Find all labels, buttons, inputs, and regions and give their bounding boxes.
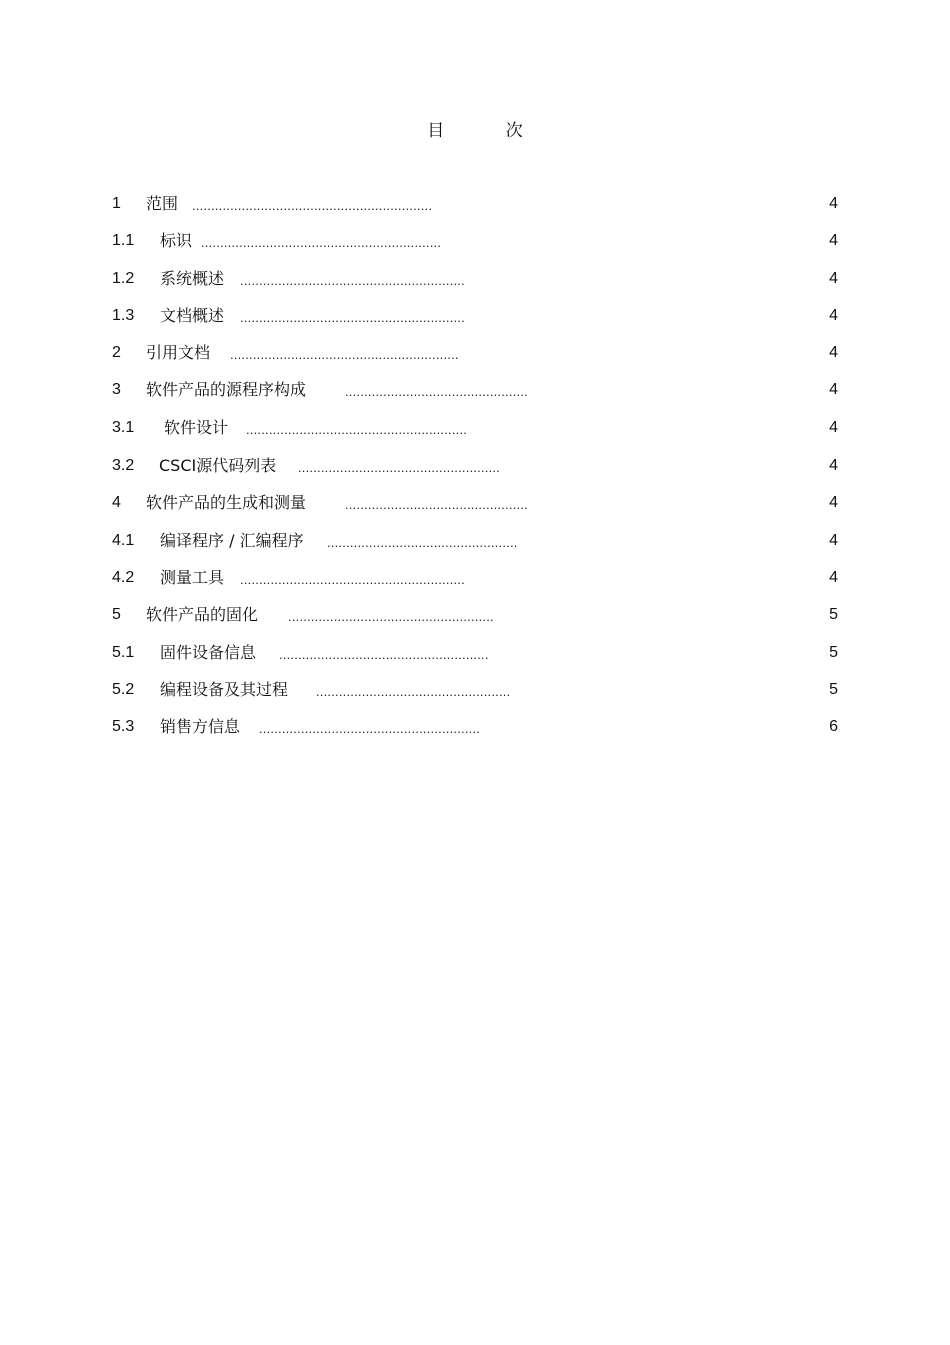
toc-dot-leader: ...................................................: [316, 684, 511, 699]
toc-entry-label: 测量工具: [160, 568, 225, 587]
toc-entry-number: 3: [112, 381, 121, 398]
toc-entry-page: 6: [829, 718, 838, 735]
toc-dot-leader: ...........................................................: [240, 572, 465, 587]
toc-entry-page: 5: [829, 644, 838, 661]
toc-entry-label: 软件产品的生成和测量: [146, 493, 307, 512]
toc-entry-number: 3.1: [112, 419, 135, 436]
toc-entry-number: 1.3: [112, 307, 135, 324]
toc-entry[interactable]: [0, 603, 950, 627]
toc-entry-label: 引用文档: [146, 343, 211, 362]
toc-entry-page: 5: [829, 681, 838, 698]
toc-entry-label: 系统概述: [160, 269, 225, 288]
toc-entry-label: 范围: [146, 194, 179, 213]
toc-entry-page: 4: [829, 532, 838, 549]
toc-title: 目 次: [427, 121, 551, 141]
toc-entry-label: 编程设备及其过程: [160, 680, 289, 699]
toc-entry-number: 2: [112, 344, 121, 361]
toc-entry-page: 4: [829, 494, 838, 511]
toc-dot-leader: .....................................................: [298, 460, 501, 475]
toc-entry-page: 4: [829, 569, 838, 586]
toc-entry-page: 4: [829, 307, 838, 324]
toc-entry-number: 5.2: [112, 681, 135, 698]
toc-dot-leader: ...............................................................: [192, 198, 433, 213]
toc-entry-number: 5.3: [112, 718, 135, 735]
toc-entry-label: 编译程序 / 汇编程序: [160, 531, 304, 550]
toc-entry-label: 软件设计: [164, 418, 229, 437]
toc-entry[interactable]: [0, 678, 950, 702]
toc-entry[interactable]: [0, 192, 950, 216]
toc-entry-page: 4: [829, 381, 838, 398]
toc-entry[interactable]: [0, 304, 950, 328]
toc-entry-page: 4: [829, 344, 838, 361]
toc-dot-leader: ..........................................................: [246, 422, 468, 437]
toc-entry[interactable]: [0, 529, 950, 553]
toc-entry-number: 3.2: [112, 457, 135, 474]
toc-dot-leader: ..........................................................: [259, 721, 481, 736]
toc-dot-leader: ......................................................: [288, 609, 494, 624]
toc-dot-leader: ................................................: [345, 497, 528, 512]
toc-entry-page: 5: [829, 606, 838, 623]
toc-entry-label: 文档概述: [160, 306, 225, 325]
toc-dot-leader: ...........................................................: [240, 310, 465, 325]
toc-entry[interactable]: [0, 491, 950, 515]
toc-entry[interactable]: [0, 341, 950, 365]
toc-entry-label: 标识: [160, 231, 193, 250]
toc-entry[interactable]: [0, 454, 950, 478]
toc-entry-page: 4: [829, 457, 838, 474]
toc-dot-leader: ................................................: [345, 384, 528, 399]
toc-entry[interactable]: [0, 641, 950, 665]
toc-entry-page: 4: [829, 195, 838, 212]
toc-entry-number: 4.2: [112, 569, 135, 586]
toc-entry-page: 4: [829, 232, 838, 249]
toc-dot-leader: ...............................................................: [201, 235, 442, 250]
toc-dot-leader: ...........................................................: [240, 273, 465, 288]
toc-entry-number: 4.1: [112, 532, 135, 549]
toc-entry[interactable]: [0, 378, 950, 402]
toc-entry-number: 5.1: [112, 644, 135, 661]
toc-entry[interactable]: [0, 229, 950, 253]
toc-entry[interactable]: [0, 416, 950, 440]
toc-entry-number: 1: [112, 195, 121, 212]
toc-dot-leader: ..................................................: [327, 535, 518, 550]
toc-entry-page: 4: [829, 419, 838, 436]
toc-entry-number: 1.1: [112, 232, 135, 249]
toc-entry[interactable]: [0, 566, 950, 590]
toc-entry-page: 4: [829, 270, 838, 287]
toc-entry-label: 软件产品的源程序构成: [146, 380, 307, 399]
toc-dot-leader: .......................................................: [279, 647, 489, 662]
toc-entry-number: 1.2: [112, 270, 135, 287]
toc-entry[interactable]: [0, 267, 950, 291]
toc-entry-label: CSCI源代码列表: [159, 456, 277, 475]
toc-entry-label: 软件产品的固化: [146, 605, 259, 624]
toc-entry-label: 销售方信息: [160, 717, 241, 736]
toc-entry[interactable]: [0, 715, 950, 739]
toc-entry-number: 5: [112, 606, 121, 623]
toc-entry-number: 4: [112, 494, 121, 511]
toc-entry-label: 固件设备信息: [160, 643, 257, 662]
toc-dot-leader: ............................................................: [230, 347, 459, 362]
